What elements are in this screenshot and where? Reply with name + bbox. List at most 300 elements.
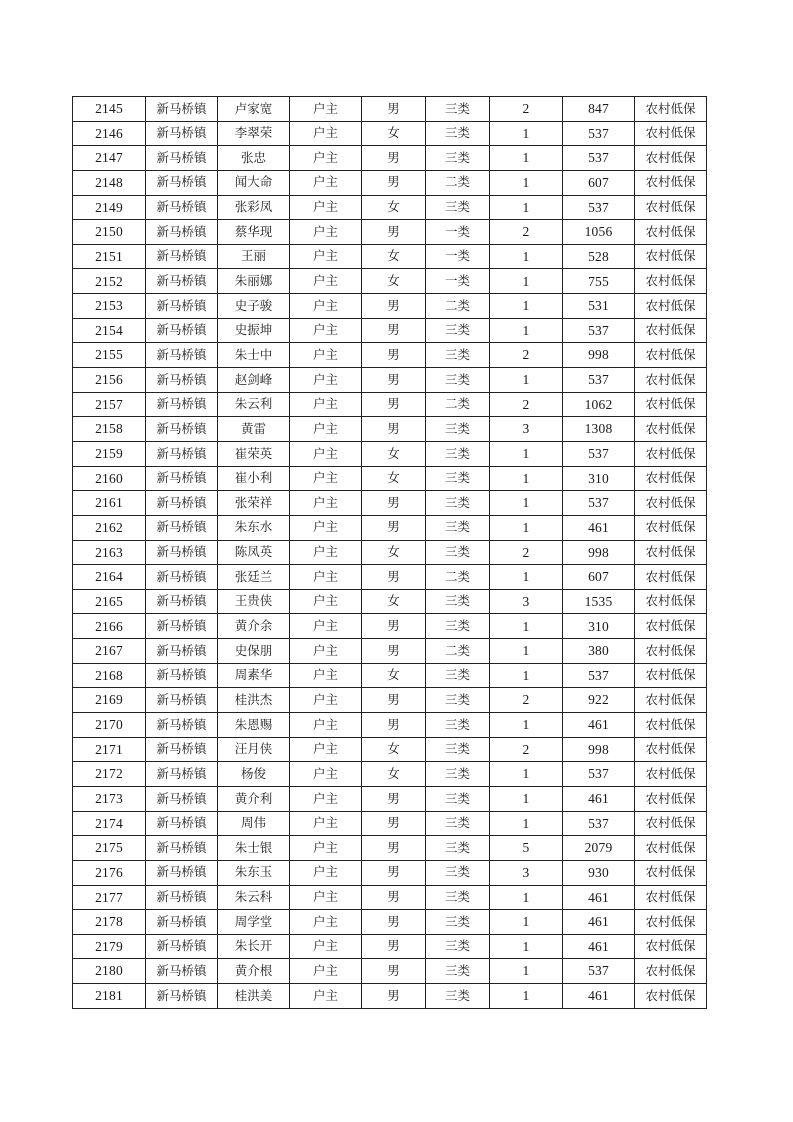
name-cell: 朱丽娜: [218, 269, 290, 294]
amount-cell: 537: [563, 368, 635, 393]
household-size-cell: 1: [490, 910, 563, 935]
relation-cell: 户主: [290, 786, 362, 811]
household-size-cell: 1: [490, 441, 563, 466]
name-cell: 闻大命: [218, 170, 290, 195]
table-row: [73, 441, 707, 466]
category-cell: 三类: [426, 860, 490, 885]
assistance-type-cell: 农村低保: [635, 343, 707, 368]
town-cell: 新马桥镇: [146, 934, 218, 959]
gender-cell: 女: [362, 121, 426, 146]
serial-number-cell: 2145: [73, 97, 146, 122]
table-row: [73, 762, 707, 787]
gender-cell: 女: [362, 663, 426, 688]
assistance-type-cell: 农村低保: [635, 392, 707, 417]
household-size-cell: 1: [490, 934, 563, 959]
household-size-cell: 1: [490, 786, 563, 811]
serial-number-cell: 2164: [73, 565, 146, 590]
gender-cell: 女: [362, 466, 426, 491]
amount-cell: 1535: [563, 589, 635, 614]
category-cell: 三类: [426, 836, 490, 861]
household-size-cell: 1: [490, 466, 563, 491]
household-size-cell: 5: [490, 836, 563, 861]
household-size-cell: 1: [490, 885, 563, 910]
assistance-type-cell: 农村低保: [635, 934, 707, 959]
serial-number-cell: 2181: [73, 984, 146, 1009]
amount-cell: 1062: [563, 392, 635, 417]
serial-number-cell: 2160: [73, 466, 146, 491]
household-size-cell: 2: [490, 343, 563, 368]
serial-number-cell: 2152: [73, 269, 146, 294]
table-row: [73, 614, 707, 639]
table-row: [73, 860, 707, 885]
town-cell: 新马桥镇: [146, 343, 218, 368]
relation-cell: 户主: [290, 688, 362, 713]
town-cell: 新马桥镇: [146, 417, 218, 442]
amount-cell: 461: [563, 984, 635, 1009]
category-cell: 三类: [426, 515, 490, 540]
town-cell: 新马桥镇: [146, 959, 218, 984]
amount-cell: 537: [563, 318, 635, 343]
table-row: [73, 195, 707, 220]
relation-cell: 户主: [290, 97, 362, 122]
relation-cell: 户主: [290, 146, 362, 171]
category-cell: 三类: [426, 984, 490, 1009]
table-row: [73, 639, 707, 664]
serial-number-cell: 2167: [73, 639, 146, 664]
category-cell: 三类: [426, 811, 490, 836]
relation-cell: 户主: [290, 195, 362, 220]
relation-cell: 户主: [290, 565, 362, 590]
name-cell: 陈凤英: [218, 540, 290, 565]
serial-number-cell: 2157: [73, 392, 146, 417]
assistance-type-cell: 农村低保: [635, 589, 707, 614]
assistance-type-cell: 农村低保: [635, 244, 707, 269]
household-size-cell: 2: [490, 737, 563, 762]
amount-cell: 537: [563, 195, 635, 220]
category-cell: 三类: [426, 663, 490, 688]
relation-cell: 户主: [290, 639, 362, 664]
assistance-type-cell: 农村低保: [635, 565, 707, 590]
household-size-cell: 1: [490, 614, 563, 639]
gender-cell: 女: [362, 589, 426, 614]
town-cell: 新马桥镇: [146, 392, 218, 417]
gender-cell: 男: [362, 910, 426, 935]
gender-cell: 男: [362, 786, 426, 811]
gender-cell: 男: [362, 97, 426, 122]
gender-cell: 男: [362, 885, 426, 910]
name-cell: 黄介利: [218, 786, 290, 811]
gender-cell: 男: [362, 146, 426, 171]
household-size-cell: 2: [490, 688, 563, 713]
relation-cell: 户主: [290, 441, 362, 466]
category-cell: 三类: [426, 318, 490, 343]
amount-cell: 998: [563, 737, 635, 762]
serial-number-cell: 2177: [73, 885, 146, 910]
town-cell: 新马桥镇: [146, 737, 218, 762]
name-cell: 杨俊: [218, 762, 290, 787]
serial-number-cell: 2153: [73, 294, 146, 319]
name-cell: 周素华: [218, 663, 290, 688]
household-size-cell: 3: [490, 860, 563, 885]
gender-cell: 男: [362, 392, 426, 417]
gender-cell: 男: [362, 220, 426, 245]
assistance-type-cell: 农村低保: [635, 836, 707, 861]
household-size-cell: 1: [490, 811, 563, 836]
table-row: [73, 368, 707, 393]
name-cell: 赵剑峰: [218, 368, 290, 393]
name-cell: 桂洪美: [218, 984, 290, 1009]
relation-cell: 户主: [290, 269, 362, 294]
name-cell: 桂洪杰: [218, 688, 290, 713]
relation-cell: 户主: [290, 713, 362, 738]
amount-cell: 461: [563, 934, 635, 959]
town-cell: 新马桥镇: [146, 639, 218, 664]
town-cell: 新马桥镇: [146, 836, 218, 861]
town-cell: 新马桥镇: [146, 565, 218, 590]
serial-number-cell: 2175: [73, 836, 146, 861]
gender-cell: 男: [362, 368, 426, 393]
table-row: [73, 220, 707, 245]
amount-cell: 537: [563, 959, 635, 984]
name-cell: 朱士中: [218, 343, 290, 368]
household-size-cell: 1: [490, 244, 563, 269]
household-size-cell: 1: [490, 984, 563, 1009]
relation-cell: 户主: [290, 244, 362, 269]
category-cell: 三类: [426, 885, 490, 910]
assistance-type-cell: 农村低保: [635, 910, 707, 935]
town-cell: 新马桥镇: [146, 688, 218, 713]
assistance-type-cell: 农村低保: [635, 885, 707, 910]
name-cell: 黄介余: [218, 614, 290, 639]
gender-cell: 女: [362, 441, 426, 466]
name-cell: 朱恩赐: [218, 713, 290, 738]
category-cell: 二类: [426, 294, 490, 319]
amount-cell: 922: [563, 688, 635, 713]
table-row: [73, 491, 707, 516]
assistance-type-cell: 农村低保: [635, 146, 707, 171]
roster-table: [72, 96, 707, 1009]
household-size-cell: 1: [490, 170, 563, 195]
amount-cell: 461: [563, 910, 635, 935]
household-size-cell: 1: [490, 515, 563, 540]
assistance-type-cell: 农村低保: [635, 491, 707, 516]
amount-cell: 310: [563, 614, 635, 639]
town-cell: 新马桥镇: [146, 885, 218, 910]
relation-cell: 户主: [290, 910, 362, 935]
household-size-cell: 1: [490, 639, 563, 664]
category-cell: 三类: [426, 466, 490, 491]
name-cell: 朱东玉: [218, 860, 290, 885]
town-cell: 新马桥镇: [146, 515, 218, 540]
relation-cell: 户主: [290, 392, 362, 417]
town-cell: 新马桥镇: [146, 220, 218, 245]
household-size-cell: 1: [490, 762, 563, 787]
table-row: [73, 244, 707, 269]
relation-cell: 户主: [290, 318, 362, 343]
category-cell: 三类: [426, 762, 490, 787]
gender-cell: 男: [362, 614, 426, 639]
amount-cell: 930: [563, 860, 635, 885]
name-cell: 朱士银: [218, 836, 290, 861]
amount-cell: 755: [563, 269, 635, 294]
amount-cell: 380: [563, 639, 635, 664]
gender-cell: 男: [362, 713, 426, 738]
relation-cell: 户主: [290, 294, 362, 319]
name-cell: 张荣祥: [218, 491, 290, 516]
table-row: [73, 663, 707, 688]
town-cell: 新马桥镇: [146, 466, 218, 491]
name-cell: 朱长开: [218, 934, 290, 959]
table-row: [73, 170, 707, 195]
category-cell: 三类: [426, 910, 490, 935]
amount-cell: 537: [563, 811, 635, 836]
gender-cell: 男: [362, 984, 426, 1009]
category-cell: 三类: [426, 491, 490, 516]
assistance-type-cell: 农村低保: [635, 860, 707, 885]
gender-cell: 女: [362, 737, 426, 762]
category-cell: 二类: [426, 639, 490, 664]
serial-number-cell: 2150: [73, 220, 146, 245]
amount-cell: 2079: [563, 836, 635, 861]
relation-cell: 户主: [290, 934, 362, 959]
table-row: [73, 934, 707, 959]
relation-cell: 户主: [290, 762, 362, 787]
category-cell: 三类: [426, 786, 490, 811]
name-cell: 周学堂: [218, 910, 290, 935]
category-cell: 三类: [426, 146, 490, 171]
town-cell: 新马桥镇: [146, 195, 218, 220]
amount-cell: 1056: [563, 220, 635, 245]
household-size-cell: 1: [490, 565, 563, 590]
assistance-type-cell: 农村低保: [635, 762, 707, 787]
table-row: [73, 984, 707, 1009]
town-cell: 新马桥镇: [146, 294, 218, 319]
assistance-type-cell: 农村低保: [635, 170, 707, 195]
assistance-type-cell: 农村低保: [635, 466, 707, 491]
town-cell: 新马桥镇: [146, 269, 218, 294]
category-cell: 二类: [426, 565, 490, 590]
relation-cell: 户主: [290, 417, 362, 442]
town-cell: 新马桥镇: [146, 170, 218, 195]
town-cell: 新马桥镇: [146, 146, 218, 171]
household-size-cell: 1: [490, 195, 563, 220]
serial-number-cell: 2166: [73, 614, 146, 639]
table-row: [73, 318, 707, 343]
relation-cell: 户主: [290, 491, 362, 516]
amount-cell: 847: [563, 97, 635, 122]
relation-cell: 户主: [290, 368, 362, 393]
serial-number-cell: 2148: [73, 170, 146, 195]
amount-cell: 310: [563, 466, 635, 491]
relation-cell: 户主: [290, 663, 362, 688]
serial-number-cell: 2178: [73, 910, 146, 935]
table-row: [73, 688, 707, 713]
table-row: [73, 713, 707, 738]
amount-cell: 537: [563, 491, 635, 516]
town-cell: 新马桥镇: [146, 984, 218, 1009]
category-cell: 一类: [426, 244, 490, 269]
assistance-type-cell: 农村低保: [635, 614, 707, 639]
name-cell: 史子骏: [218, 294, 290, 319]
category-cell: 三类: [426, 417, 490, 442]
gender-cell: 男: [362, 639, 426, 664]
name-cell: 黄介根: [218, 959, 290, 984]
town-cell: 新马桥镇: [146, 713, 218, 738]
gender-cell: 男: [362, 417, 426, 442]
relation-cell: 户主: [290, 836, 362, 861]
amount-cell: 461: [563, 885, 635, 910]
amount-cell: 537: [563, 663, 635, 688]
town-cell: 新马桥镇: [146, 589, 218, 614]
relation-cell: 户主: [290, 466, 362, 491]
town-cell: 新马桥镇: [146, 244, 218, 269]
town-cell: 新马桥镇: [146, 762, 218, 787]
table-row: [73, 466, 707, 491]
assistance-type-cell: 农村低保: [635, 294, 707, 319]
name-cell: 崔小利: [218, 466, 290, 491]
relation-cell: 户主: [290, 737, 362, 762]
table-row: [73, 737, 707, 762]
amount-cell: 461: [563, 786, 635, 811]
household-size-cell: 1: [490, 713, 563, 738]
category-cell: 三类: [426, 121, 490, 146]
category-cell: 二类: [426, 392, 490, 417]
table-row: [73, 811, 707, 836]
name-cell: 周伟: [218, 811, 290, 836]
serial-number-cell: 2179: [73, 934, 146, 959]
assistance-type-cell: 农村低保: [635, 220, 707, 245]
serial-number-cell: 2173: [73, 786, 146, 811]
serial-number-cell: 2156: [73, 368, 146, 393]
assistance-type-cell: 农村低保: [635, 441, 707, 466]
serial-number-cell: 2180: [73, 959, 146, 984]
name-cell: 朱云利: [218, 392, 290, 417]
category-cell: 三类: [426, 195, 490, 220]
name-cell: 黄雷: [218, 417, 290, 442]
assistance-type-cell: 农村低保: [635, 639, 707, 664]
gender-cell: 男: [362, 294, 426, 319]
gender-cell: 女: [362, 762, 426, 787]
town-cell: 新马桥镇: [146, 491, 218, 516]
table-row: [73, 885, 707, 910]
serial-number-cell: 2165: [73, 589, 146, 614]
serial-number-cell: 2169: [73, 688, 146, 713]
serial-number-cell: 2155: [73, 343, 146, 368]
household-size-cell: 1: [490, 663, 563, 688]
household-size-cell: 1: [490, 368, 563, 393]
table-row: [73, 959, 707, 984]
name-cell: 史振坤: [218, 318, 290, 343]
table-row: [73, 786, 707, 811]
town-cell: 新马桥镇: [146, 97, 218, 122]
assistance-type-cell: 农村低保: [635, 121, 707, 146]
category-cell: 三类: [426, 934, 490, 959]
assistance-type-cell: 农村低保: [635, 737, 707, 762]
household-size-cell: 1: [490, 146, 563, 171]
category-cell: 三类: [426, 343, 490, 368]
name-cell: 张彩凤: [218, 195, 290, 220]
serial-number-cell: 2159: [73, 441, 146, 466]
amount-cell: 537: [563, 441, 635, 466]
household-size-cell: 1: [490, 318, 563, 343]
category-cell: 三类: [426, 614, 490, 639]
table-row: [73, 269, 707, 294]
household-size-cell: 3: [490, 417, 563, 442]
town-cell: 新马桥镇: [146, 860, 218, 885]
name-cell: 张忠: [218, 146, 290, 171]
table-row: [73, 836, 707, 861]
household-size-cell: 2: [490, 97, 563, 122]
serial-number-cell: 2162: [73, 515, 146, 540]
assistance-type-cell: 农村低保: [635, 786, 707, 811]
town-cell: 新马桥镇: [146, 614, 218, 639]
gender-cell: 男: [362, 836, 426, 861]
gender-cell: 女: [362, 244, 426, 269]
category-cell: 一类: [426, 220, 490, 245]
relation-cell: 户主: [290, 121, 362, 146]
name-cell: 张廷兰: [218, 565, 290, 590]
table-row: [73, 565, 707, 590]
serial-number-cell: 2149: [73, 195, 146, 220]
assistance-type-cell: 农村低保: [635, 417, 707, 442]
relation-cell: 户主: [290, 515, 362, 540]
town-cell: 新马桥镇: [146, 121, 218, 146]
serial-number-cell: 2174: [73, 811, 146, 836]
amount-cell: 461: [563, 713, 635, 738]
town-cell: 新马桥镇: [146, 910, 218, 935]
amount-cell: 537: [563, 121, 635, 146]
assistance-type-cell: 农村低保: [635, 713, 707, 738]
serial-number-cell: 2172: [73, 762, 146, 787]
category-cell: 三类: [426, 368, 490, 393]
gender-cell: 男: [362, 491, 426, 516]
household-size-cell: 2: [490, 540, 563, 565]
amount-cell: 607: [563, 170, 635, 195]
gender-cell: 男: [362, 688, 426, 713]
gender-cell: 女: [362, 195, 426, 220]
name-cell: 汪月侠: [218, 737, 290, 762]
assistance-type-cell: 农村低保: [635, 811, 707, 836]
serial-number-cell: 2171: [73, 737, 146, 762]
roster-table-body: [73, 97, 707, 1009]
assistance-type-cell: 农村低保: [635, 368, 707, 393]
amount-cell: 998: [563, 540, 635, 565]
name-cell: 李翠荣: [218, 121, 290, 146]
assistance-type-cell: 农村低保: [635, 688, 707, 713]
name-cell: 史保朋: [218, 639, 290, 664]
name-cell: 朱云科: [218, 885, 290, 910]
table-row: [73, 146, 707, 171]
household-size-cell: 1: [490, 491, 563, 516]
gender-cell: 男: [362, 934, 426, 959]
relation-cell: 户主: [290, 170, 362, 195]
category-cell: 三类: [426, 540, 490, 565]
serial-number-cell: 2168: [73, 663, 146, 688]
table-row: [73, 392, 707, 417]
serial-number-cell: 2176: [73, 860, 146, 885]
assistance-type-cell: 农村低保: [635, 984, 707, 1009]
amount-cell: 531: [563, 294, 635, 319]
category-cell: 一类: [426, 269, 490, 294]
table-row: [73, 589, 707, 614]
name-cell: 崔荣英: [218, 441, 290, 466]
assistance-type-cell: 农村低保: [635, 318, 707, 343]
assistance-type-cell: 农村低保: [635, 195, 707, 220]
town-cell: 新马桥镇: [146, 441, 218, 466]
table-row: [73, 540, 707, 565]
town-cell: 新马桥镇: [146, 663, 218, 688]
assistance-type-cell: 农村低保: [635, 515, 707, 540]
